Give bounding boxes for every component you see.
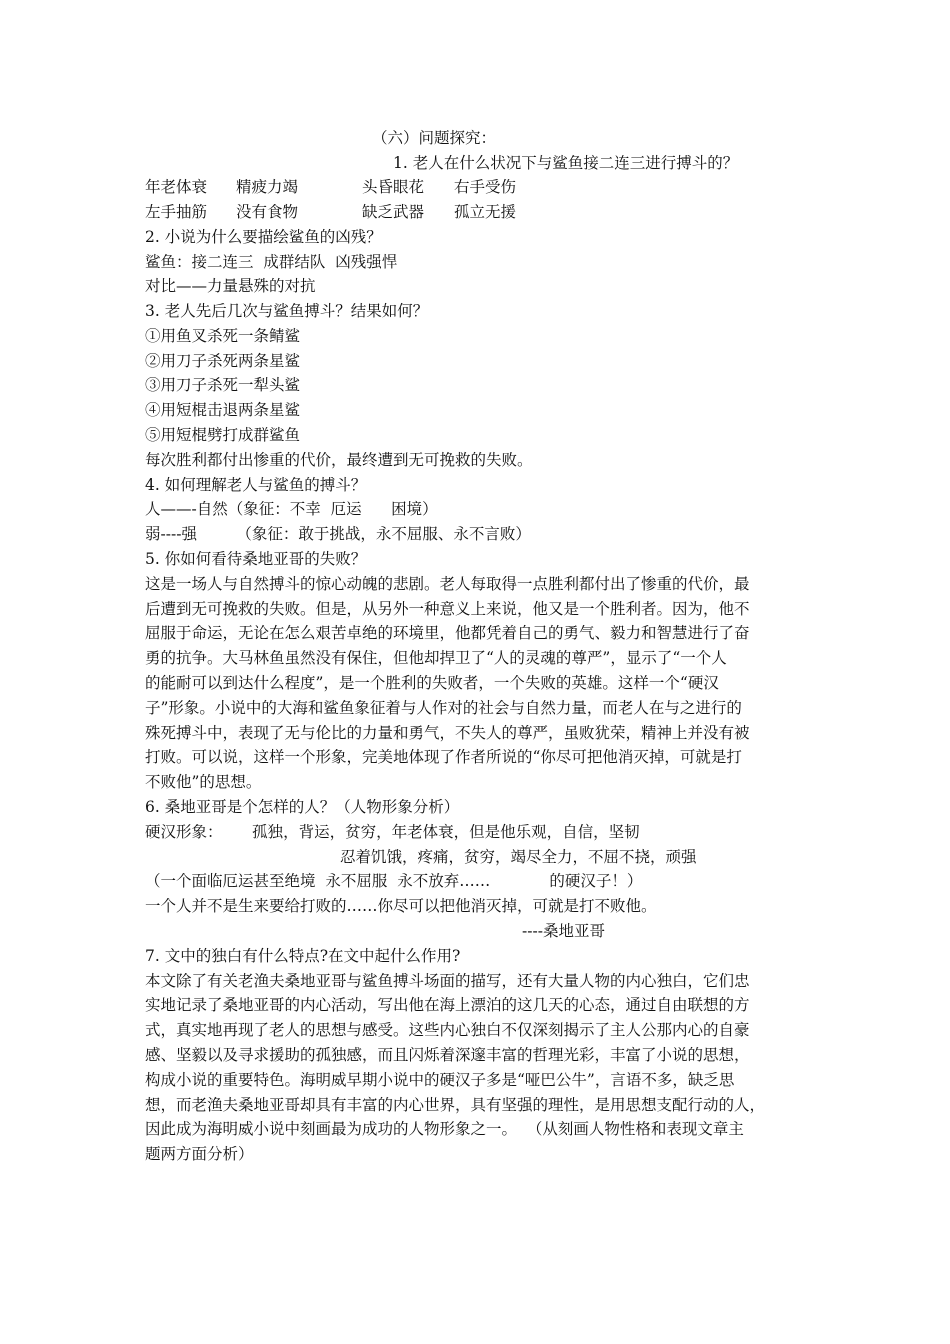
q6-line: 忍着饥饿，疼痛，贫穷，竭尽全力，不屈不挠，顽强	[340, 848, 697, 866]
q5-paragraph-line: 不败他”的思想。	[145, 773, 262, 791]
q2-line: 对比——力量悬殊的对抗	[145, 277, 316, 295]
q7-paragraph-line: 式，真实地再现了老人的思想与感受。这些内心独白不仅深刻揭示了主人公那内心的自豪	[145, 1021, 750, 1039]
q5-paragraph-line: 勇的抗争。大马林鱼虽然没有保住，但他却捍卫了“人的灵魂的尊严”，显示了“一个人	[145, 649, 727, 667]
q7-paragraph-line: 感、坚毅以及寻求援助的孤独感，而且闪烁着深邃丰富的哲理光彩，丰富了小说的思想，	[145, 1046, 750, 1064]
q3-list-item: ⑤用短棍劈打成群鲨鱼	[145, 426, 301, 444]
q4-line: 弱----强 （象征：敢于挑战，永不屈服、永不言败）	[145, 525, 531, 543]
q3-list-item: ②用刀子杀死两条星鲨	[145, 352, 301, 370]
q5-paragraph-line: 的能耐可以到达什么程度”，是一个胜利的失败者，一个失败的英雄。这样一个“硬汉	[145, 674, 719, 692]
q1-row-1-item: 精疲力竭	[236, 178, 299, 196]
q3-list-item: ③用刀子杀死一犁头鲨	[145, 376, 301, 394]
q1-row-1-item: 年老体衰	[145, 178, 208, 196]
question-1: 1. 老人在什么状况下与鲨鱼接二连三进行搏斗的？	[393, 154, 739, 172]
q1-row-1-item: 右手受伤	[454, 178, 517, 196]
q2-line: 鲨鱼：接二连三 成群结队 凶残强悍	[145, 253, 398, 271]
q5-paragraph-line: 屈服于命运，无论在怎么艰苦卓绝的环境里，他都凭着自己的勇气、毅力和智慧进行了奋	[145, 624, 750, 642]
question-4: 4. 如何理解老人与鲨鱼的搏斗？	[145, 476, 367, 494]
section-heading: （六）问题探究：	[372, 129, 497, 147]
q1-row-2-item: 左手抽筋	[145, 203, 208, 221]
question-2: 2. 小说为什么要描绘鲨鱼的凶残？	[145, 228, 382, 246]
q1-row-2-item: 没有食物	[236, 203, 299, 221]
q5-paragraph-line: 这是一场人与自然搏斗的惊心动魄的悲剧。老人每取得一点胜利都付出了惨重的代价，最	[145, 575, 750, 593]
q3-list-item: ①用鱼叉杀死一条鲭鲨	[145, 327, 301, 345]
q3-list-item: ④用短棍击退两条星鲨	[145, 401, 301, 419]
q7-paragraph-line: 实地记录了桑地亚哥的内心活动，写出他在海上漂泊的这几天的心态，通过自由联想的方	[145, 996, 750, 1014]
q6-line: 硬汉形象： 孤独，背运，贫穷，年老体衰，但是他乐观，自信，坚韧	[145, 823, 640, 841]
q5-paragraph-line: 打败。可以说，这样一个形象，完美地体现了作者所说的“你尽可把他消灭掉，可就是打	[145, 748, 742, 766]
q1-row-1-item: 头昏眼花	[362, 178, 425, 196]
q5-paragraph-line: 殊死搏斗中，表现了无与伦比的力量和勇气，不失人的尊严，虽败犹荣，精神上并没有被	[145, 724, 750, 742]
question-7: 7. 文中的独白有什么特点?在文中起什么作用?	[145, 947, 461, 965]
q5-paragraph-line: 后遭到无可挽救的失败。但是，从另外一种意义上来说，他又是一个胜利者。因为，他不	[145, 600, 750, 618]
q4-line: 人——-自然（象征：不幸 厄运 困境）	[145, 500, 438, 518]
q6-line: （一个面临厄运甚至绝境 永不屈服 永不放弃…… 的硬汉子！）	[145, 872, 643, 890]
q1-row-2-item: 缺乏武器	[362, 203, 425, 221]
q5-paragraph-line: 子”形象。小说中的大海和鲨鱼象征着与人作对的社会与自然力量，而老人在与之进行的	[145, 699, 742, 717]
q1-row-2-item: 孤立无援	[454, 203, 517, 221]
q7-paragraph-line: 本文除了有关老渔夫桑地亚哥与鲨鱼搏斗场面的描写，还有大量人物的内心独白，它们忠	[145, 972, 750, 990]
question-5: 5. 你如何看待桑地亚哥的失败？	[145, 550, 367, 568]
q7-paragraph-line: 因此成为海明威小说中刻画最为成功的人物形象之一。 （从刻画人物性格和表现文章主	[145, 1120, 744, 1138]
q7-paragraph-line: 题两方面分析）	[145, 1145, 254, 1163]
question-3: 3. 老人先后几次与鲨鱼搏斗？结果如何？	[145, 302, 429, 320]
q3-summary: 每次胜利都付出惨重的代价，最终遭到无可挽救的失败。	[145, 451, 533, 469]
q6-quote: 一个人并不是生来要给打败的……你尽可以把他消灭掉，可就是打不败他。	[145, 897, 657, 915]
q6-attribution: ----桑地亚哥	[522, 922, 605, 940]
question-6: 6. 桑地亚哥是个怎样的人？（人物形象分析）	[145, 798, 460, 816]
q7-paragraph-line: 想，而老渔夫桑地亚哥却具有丰富的内心世界，具有坚强的理性，是用思想支配行动的人，	[145, 1096, 766, 1114]
q7-paragraph-line: 构成小说的重要特色。海明威早期小说中的硬汉子多是“哑巴公牛”，言语不多，缺乏思	[145, 1071, 735, 1089]
